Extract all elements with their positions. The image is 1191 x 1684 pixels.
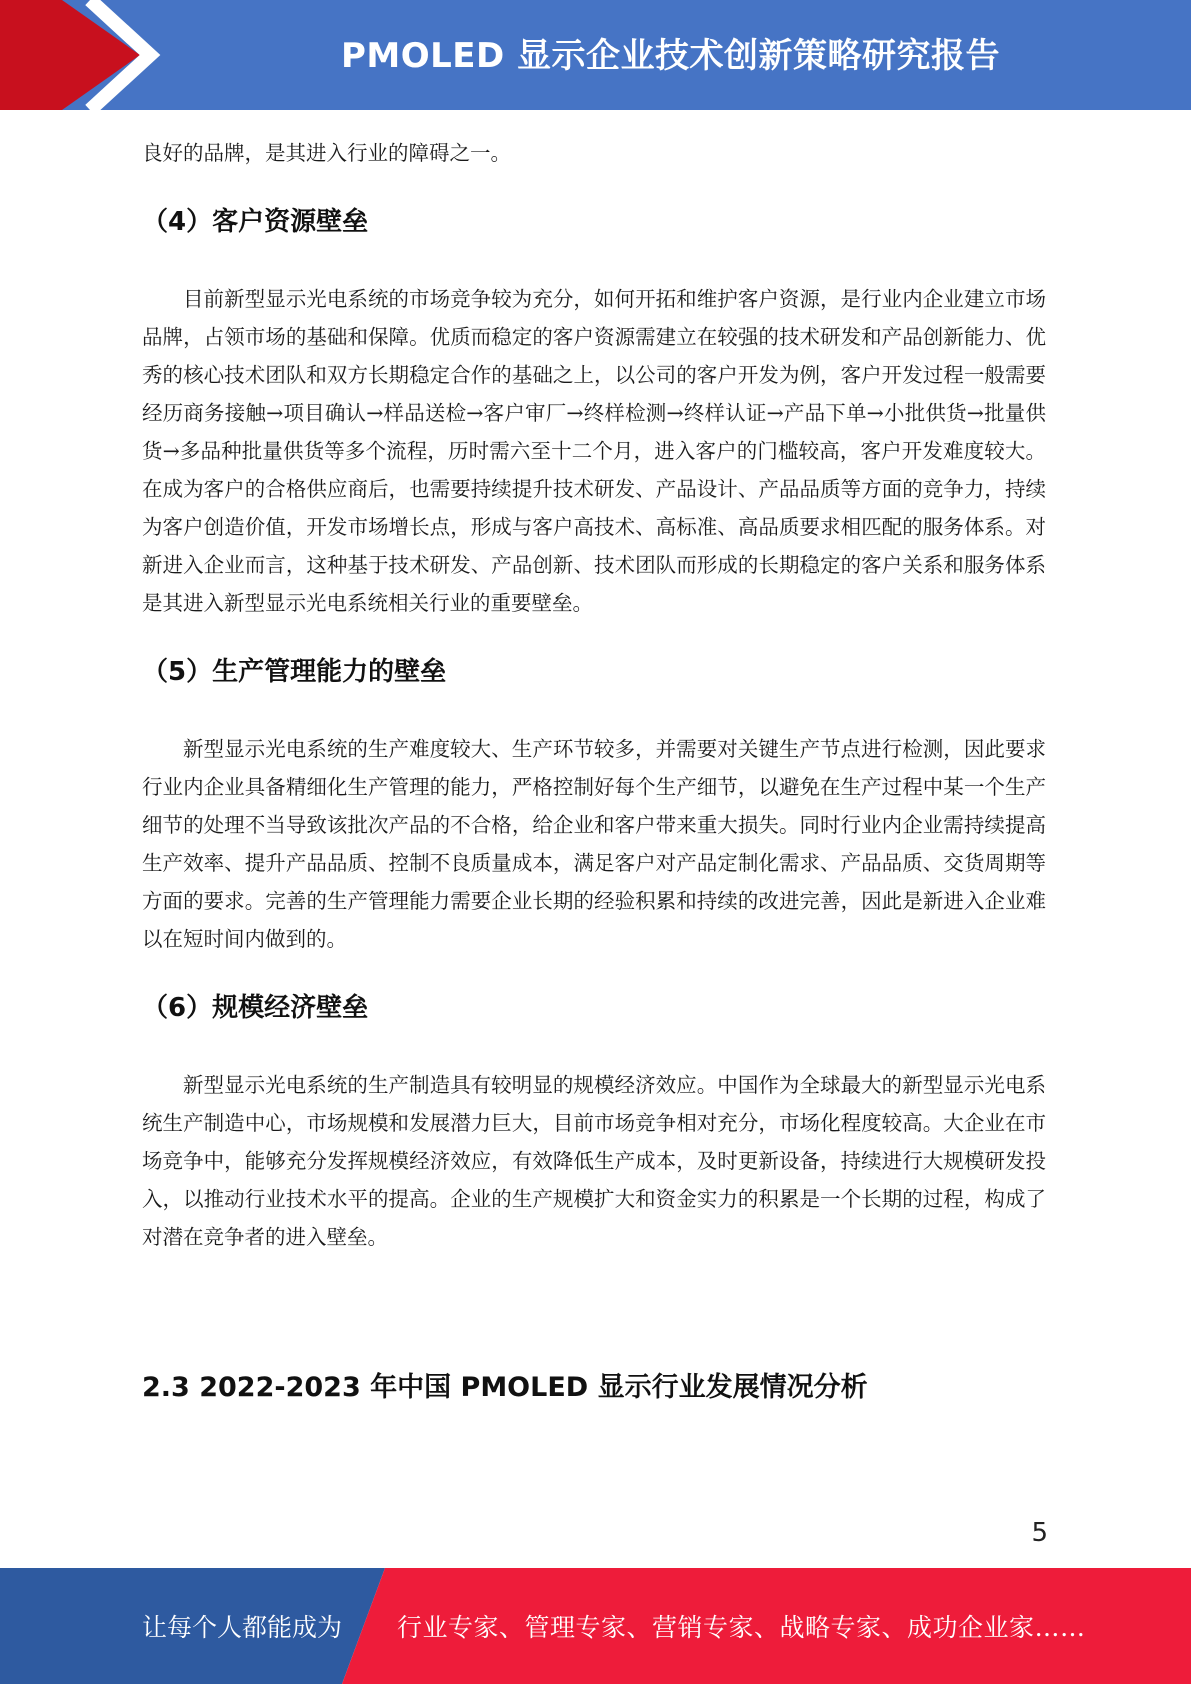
section-paragraph-economies-of-scale: 新型显示光电系统的生产制造具有较明显的规模经济效应。中国作为全球最大的新型显示光电系统生产制造中心，市场规模和发展潜力巨大，目前市场竞争相对充分，市场化程度较高。大企业在市场竞争中，能够充分发挥规模经济效应，有效降低生产成本，及时更新设备，持续进行大规模研发投入，以推动行业技术水平的提高。企业的生产规模扩大和资金实力的积累是一个长期的过程，构成了对潜在竞争者的进入壁垒。 <box>142 1073 1046 1249</box>
section-paragraph-production-management: 新型显示光电系统的生产难度较大、生产环节较多，并需要对关键生产节点进行检测，因此要求行业内企业具备精细化生产管理的能力，严格控制好每个生产细节，以避免在生产过程中某一个生产细节的处理不当导致该批次产品的不合格，给企业和客户带来重大损失。同时行业内企业需持续提高生产效率、提升产品品质、控制不良质量成本，满足客户对产品定制化需求、产品品质、交货周期等方面的要求。完善的生产管理能力需要企业长期的经验积累和持续的改进完善，因此是新进入企业难以在短时间内做到的。 <box>142 737 1046 951</box>
page-footer <box>0 1568 1191 1684</box>
section-paragraph-customer-resources: 目前新型显示光电系统的市场竞争较为充分，如何开拓和维护客户资源，是行业内企业建立市场品牌，占领市场的基础和保障。优质而稳定的客户资源需建立在较强的技术研发和产品创新能力、优秀的核心技术团队和双方长期稳定合作的基础之上，以公司的客户开发为例，客户开发过程一般需要经历商务接触→项目确认→样品送检→客户审厂→终样检测→终样认证→产品下单→小批供货→批量供货→多品种批量供货等多个流程，历时需六至十二个月，进入客户的门槛较高，客户开发难度较大。在成为客户的合格供应商后，也需要持续提升技术研发、产品设计、产品品质等方面的竞争力，持续为客户创造价值，开发市场增长点，形成与客户高技术、高标准、高品质要求相匹配的服务体系。对新进入企业而言，这种基于技术研发、产品创新、技术团队而形成的长期稳定的客户关系和服务体系是其进入新型显示光电系统相关行业的重要壁垒。 <box>142 287 1046 615</box>
intro-line: 良好的品牌，是其进入行业的障碍之一。 <box>142 141 511 165</box>
header-red-arrow <box>0 0 140 110</box>
page-number: 5 <box>1031 1518 1048 1548</box>
footer-slogan-right: 行业专家、管理专家、营销专家、战略专家、成功企业家…… <box>397 1613 1086 1642</box>
chapter-heading: 2.3 2022-2023 年中国 PMOLED 显示行业发展情况分析 <box>142 1372 868 1403</box>
section-heading-economies-of-scale: （6）规模经济壁垒 <box>142 993 369 1023</box>
page-content <box>142 130 1046 1408</box>
section-heading-production-management: （5）生产管理能力的壁垒 <box>142 657 447 687</box>
report-title: PMOLED 显示企业技术创新策略研究报告 <box>340 36 1001 76</box>
page-header <box>0 0 1191 110</box>
footer-slogan-left: 让每个人都能成为 <box>142 1613 343 1642</box>
section-heading-customer-resources: （4）客户资源壁垒 <box>142 207 369 237</box>
